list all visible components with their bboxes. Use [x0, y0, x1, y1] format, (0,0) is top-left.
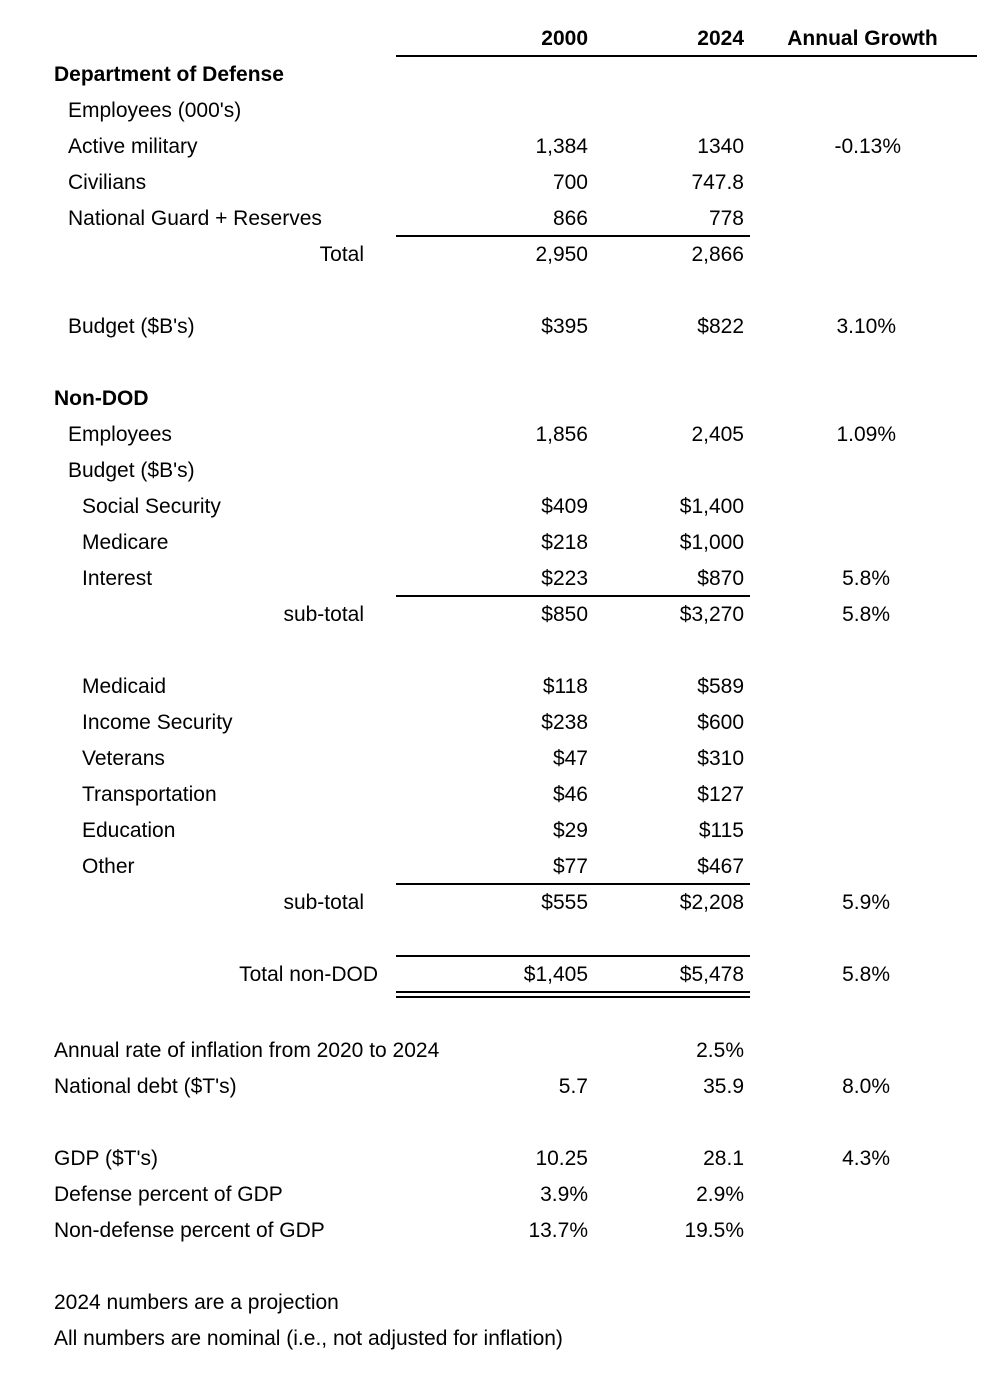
inflation-2024: 2.5%: [696, 1039, 744, 1062]
social-security-2024: $1,400: [679, 495, 744, 518]
interest-2024: $870: [697, 567, 744, 590]
gdp-growth: 4.3%: [842, 1147, 890, 1170]
civilians-2024: 747.8: [691, 171, 744, 194]
active-military-growth: -0.13%: [834, 135, 901, 158]
guard-reserves-2024: 778: [708, 207, 744, 230]
nondod-total-2000: $1,405: [523, 963, 588, 986]
defense-pct-2024: 2.9%: [696, 1183, 744, 1206]
debt-label: National debt ($T's): [54, 1075, 237, 1098]
note-projection: 2024 numbers are a projection: [54, 1291, 339, 1314]
active-military-2000: 1,384: [535, 135, 588, 158]
dod-budget-growth: 3.10%: [836, 315, 896, 338]
nondefense-pct-2024: 19.5%: [684, 1219, 744, 1242]
nondod-total-top-rule: [396, 955, 750, 957]
other-2000: $77: [552, 855, 588, 878]
medicaid-2024: $589: [697, 675, 744, 698]
inflation-label: Annual rate of inflation from 2020 to 2024: [54, 1039, 440, 1062]
other-label: Other: [82, 855, 135, 878]
transportation-2000: $46: [552, 783, 588, 806]
subtotal2-growth: 5.9%: [842, 891, 890, 914]
header-annual-growth: Annual Growth: [787, 27, 938, 50]
nondod-total-growth: 5.8%: [842, 963, 890, 986]
transportation-2024: $127: [697, 783, 744, 806]
subtotal2-2000: $555: [541, 891, 588, 914]
header-2024: 2024: [697, 27, 744, 50]
transportation-label: Transportation: [82, 783, 217, 806]
medicaid-2000: $118: [542, 675, 588, 698]
subtotal2-label: sub-total: [283, 891, 364, 914]
debt-2000: 5.7: [558, 1075, 588, 1098]
subtotal1-2000: $850: [541, 603, 588, 626]
education-label: Education: [82, 819, 176, 842]
subtotal1-label: sub-total: [283, 603, 364, 626]
income-security-2024: $600: [697, 711, 744, 734]
income-security-label: Income Security: [82, 711, 233, 734]
dod-total-2000: 2,950: [535, 243, 588, 266]
active-military-2024: 1340: [697, 135, 744, 158]
header-2000: 2000: [541, 27, 588, 50]
nondod-total-label: Total non-DOD: [239, 963, 378, 986]
dod-heading: Department of Defense: [54, 63, 284, 86]
subtotal2-2024: $2,208: [679, 891, 744, 914]
subtotal1-2024: $3,270: [679, 603, 744, 626]
veterans-2000: $47: [552, 747, 588, 770]
dod-total-rule: [396, 235, 750, 237]
nondod-budget-heading: Budget ($B's): [68, 459, 195, 482]
civilians-label: Civilians: [68, 171, 147, 194]
header-rule: [396, 55, 977, 57]
social-security-label: Social Security: [82, 495, 221, 518]
medicare-label: Medicare: [82, 531, 169, 554]
subtotal2-rule: [396, 883, 750, 885]
nondod-employees-2000: 1,856: [535, 423, 588, 446]
interest-growth: 5.8%: [842, 567, 890, 590]
note-nominal: All numbers are nominal (i.e., not adjusted for inflation): [54, 1327, 563, 1350]
gdp-2024: 28.1: [703, 1147, 744, 1170]
defense-pct-label: Defense percent of GDP: [54, 1183, 283, 1206]
medicare-2024: $1,000: [679, 531, 744, 554]
nondod-employees-label: Employees: [68, 423, 172, 446]
nondod-total-2024: $5,478: [679, 963, 744, 986]
debt-growth: 8.0%: [842, 1075, 890, 1098]
nondod-employees-2024: 2,405: [691, 423, 744, 446]
dod-budget-label: Budget ($B's): [68, 315, 195, 338]
nondod-employees-growth: 1.09%: [836, 423, 896, 446]
interest-2000: $223: [541, 567, 588, 590]
dod-employees-heading: Employees (000's): [68, 99, 242, 122]
debt-2024: 35.9: [703, 1075, 744, 1098]
interest-label: Interest: [82, 567, 153, 590]
subtotal1-growth: 5.8%: [842, 603, 890, 626]
medicare-2000: $218: [541, 531, 588, 554]
gdp-label: GDP ($T's): [54, 1147, 158, 1170]
gdp-2000: 10.25: [535, 1147, 588, 1170]
civilians-2000: 700: [552, 171, 588, 194]
active-military-label: Active military: [68, 135, 198, 158]
defense-pct-2000: 3.9%: [540, 1183, 588, 1206]
guard-reserves-2000: 866: [552, 207, 588, 230]
nondefense-pct-2000: 13.7%: [528, 1219, 588, 1242]
dod-budget-2000: $395: [541, 315, 588, 338]
nondefense-pct-label: Non-defense percent of GDP: [54, 1219, 325, 1242]
nondod-heading: Non-DOD: [54, 387, 149, 410]
guard-reserves-label: National Guard + Reserves: [68, 207, 322, 230]
dod-budget-2024: $822: [697, 315, 744, 338]
social-security-2000: $409: [541, 495, 588, 518]
education-2024: $115: [698, 819, 744, 842]
education-2000: $29: [552, 819, 588, 842]
veterans-2024: $310: [697, 747, 744, 770]
medicaid-label: Medicaid: [82, 675, 167, 698]
veterans-label: Veterans: [82, 747, 165, 770]
other-2024: $467: [697, 855, 744, 878]
dod-total-label: Total: [319, 243, 364, 266]
nondod-total-double-rule: [396, 991, 750, 998]
income-security-2000: $238: [541, 711, 588, 734]
subtotal1-rule: [396, 595, 750, 597]
dod-total-2024: 2,866: [691, 243, 744, 266]
